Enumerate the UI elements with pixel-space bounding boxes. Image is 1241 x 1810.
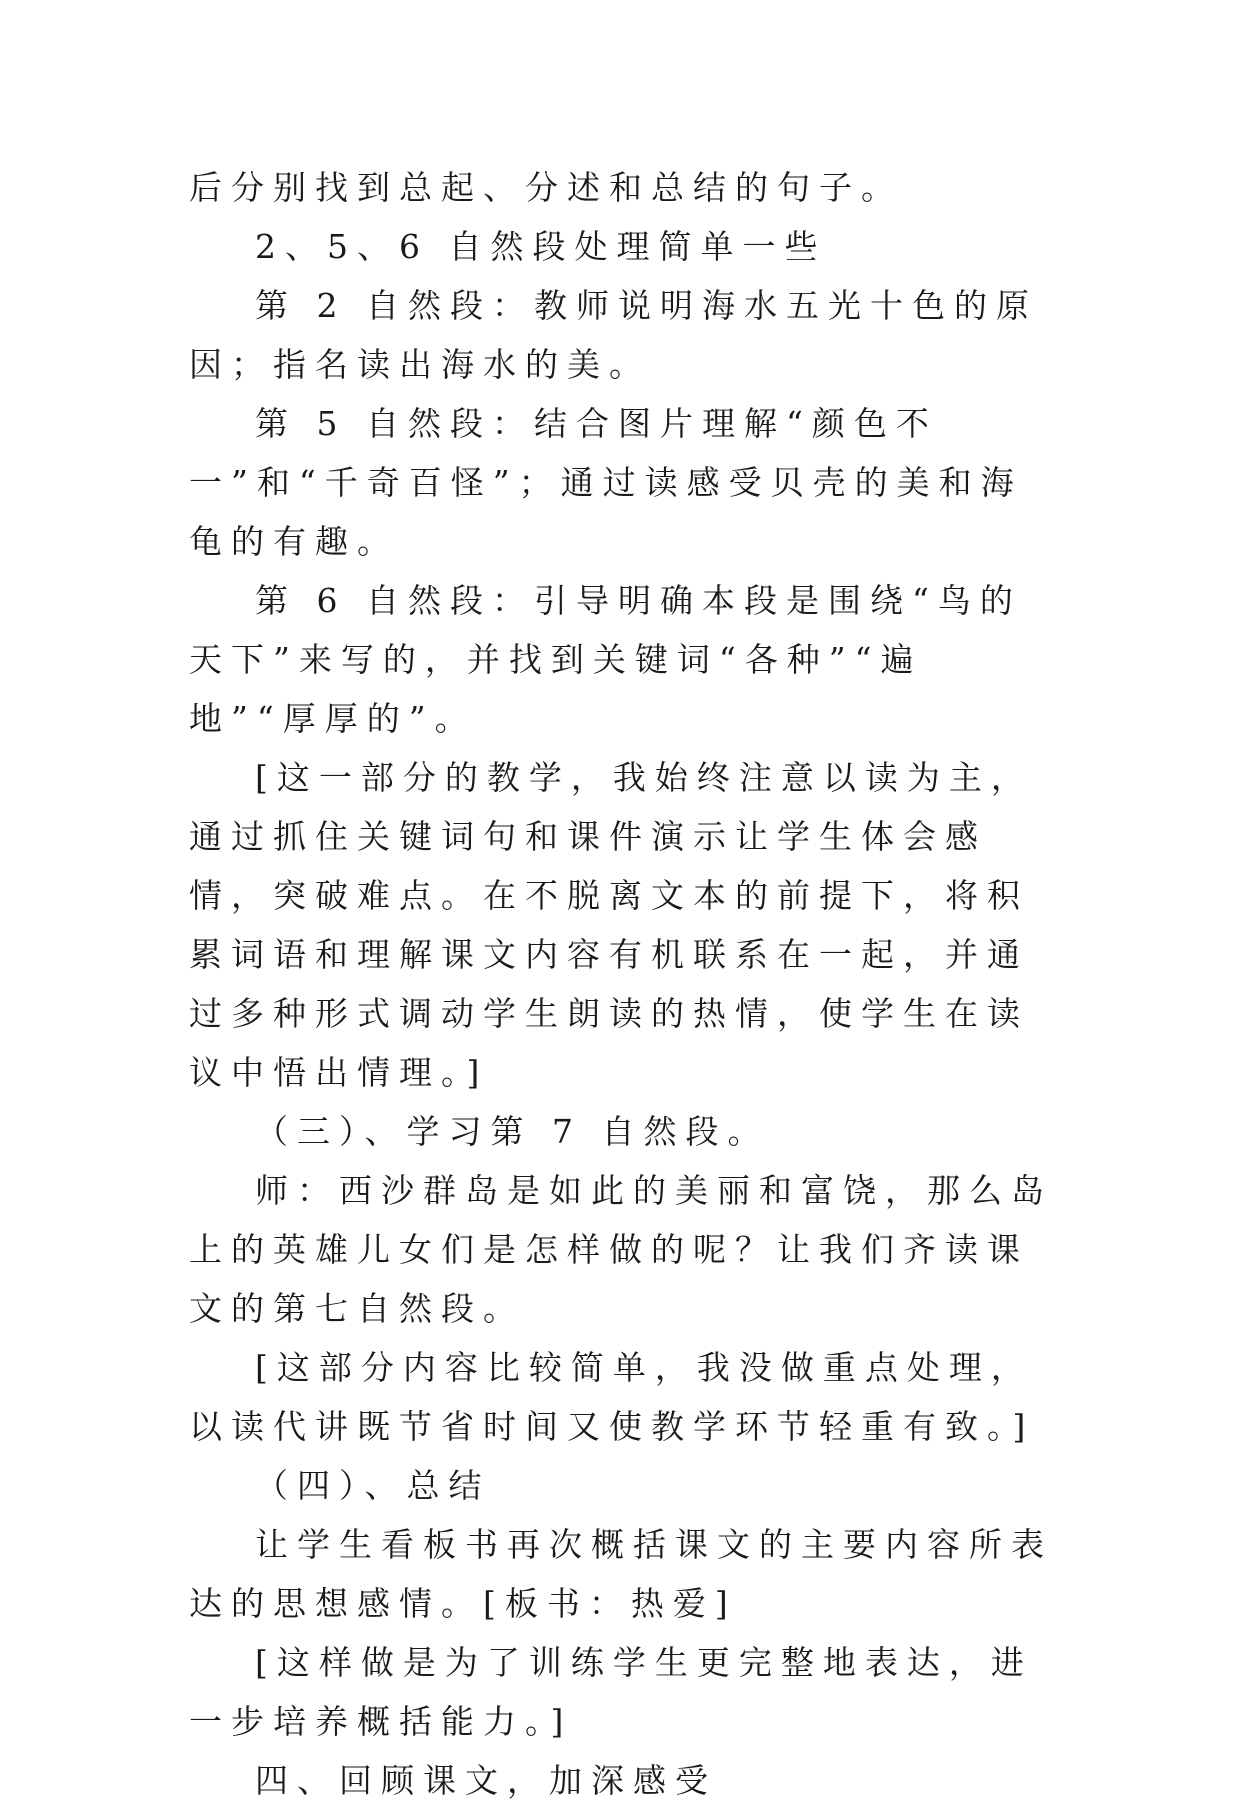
- paragraph-1: 后分别找到总起、分述和总结的句子。: [189, 168, 903, 207]
- paragraph-7: （三）、学习第 7 自然段。: [255, 1112, 770, 1151]
- paragraph-11: 让学生看板书再次概括课文的主要内容所表达的思想感情。[板书：热爱]: [189, 1525, 1053, 1623]
- paragraph-8: 师：西沙群岛是如此的美丽和富饶，那么岛上的英雄儿女们是怎样做的呢？让我们齐读课文的第七自然段。: [189, 1171, 1053, 1328]
- paragraph-4: 第 5 自然段：结合图片理解“颜色不一”和“千奇百怪”；通过读感受贝壳的美和海龟的有趣。: [189, 404, 1023, 561]
- paragraph-12: [这样做是为了训练学生更完整地表达，进一步培养概括能力。]: [189, 1643, 1033, 1741]
- paragraph-10: （四）、总结: [255, 1466, 491, 1505]
- paragraph-13: 四、回顾课文，加深感受: [255, 1761, 717, 1800]
- paragraph-9: [这部分内容比较简单，我没做重点处理，以读代讲既节省时间又使教学环节轻重有致。]: [189, 1348, 1035, 1446]
- paragraph-5: 第 6 自然段：引导明确本段是围绕“鸟的天下”来写的，并找到关键词“各种”“遍地”“厚厚的”。: [189, 581, 1022, 738]
- paragraph-6: [这一部分的教学，我始终注意以读为主，通过抓住关键词句和课件演示让学生体会感情，突破难点。在不脱离文本的前提下，将积累词语和理解课文内容有机联系在一起，并通过多种形式调动学生朗读的热情，使学生在读议中悟出情理。]: [189, 758, 1033, 1092]
- paragraph-2: 2、5、6 自然段处理简单一些: [255, 227, 827, 266]
- paragraph-3: 第 2 自然段：教师说明海水五光十色的原因；指名读出海水的美。: [189, 286, 1038, 384]
- document-page: [189, 158, 1055, 1810]
